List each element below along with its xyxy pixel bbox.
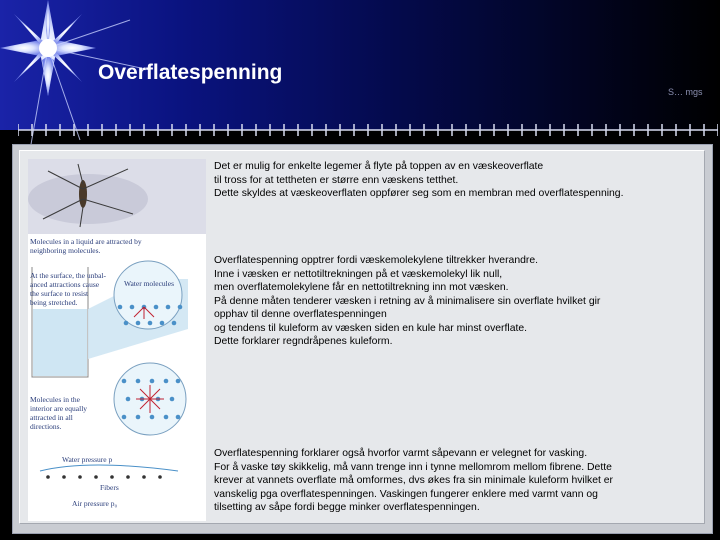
ruler-divider: [18, 123, 718, 137]
paragraph-attraction: Overflatespenning opptrer fordi væskemolekylene tiltrekker hverandre. Inne i væsken er nettotiltrekningen på et væskemolekyl lik null, men overflatemolekylene får en nettotiltrekning inn mot væsken. På denne måten tenderer væsken i retning av å minimalisere sin overflate hvilket gir opphav til denne overflatespenningen og tendens til kuleform av væsken siden en kule har minst overflate. Dette forklarer regndråpenes kuleform.: [214, 255, 601, 347]
slide-title: Overflatespenning: [98, 61, 283, 84]
figure-label-air-pressure: Air pressure p₀: [72, 499, 118, 508]
paragraph-washing: Overflatespenning forklarer også hvorfor varmt såpevann er velegnet for vasking. For å vaske tøy skikkelig, må vann trenge inn i tynne mellomrom mellom fibrene. Dette krever at vannets overflate må omformes, dvs økes fra sin minimale kuleform hvilket er vanskelig pga overflatespenningen. Vaskingen fungerer enklere med varmt vann og tilsetting av såpe fordi begge minker overflatespenningen.: [214, 448, 614, 513]
figure-label-water-pressure: Water pressure p: [62, 455, 113, 464]
surface-tension-figure: [28, 159, 206, 521]
figure-caption-surface: At the surface, the unbal- anced attractions cause the surface to resist being stretched.: [30, 271, 107, 307]
figure-illustration: [28, 159, 206, 521]
content-panel: [12, 144, 713, 534]
page-reference: S… mgs: [668, 87, 703, 97]
paragraph-flotation: Det er mulig for enkelte legemer å flyte på toppen av en væskeoverflate til tross for at tettheten er større enn væskens tetthet. Dette skyldes at væskeoverflaten oppfører seg som en membran med overflatespenning.: [214, 161, 624, 199]
figure-caption-interior: Molecules in the interior are equally attracted in all directions.: [30, 395, 88, 431]
figure-caption-top: Molecules in a liquid are attracted by neighboring molecules.: [30, 237, 142, 255]
content-inner: [19, 150, 705, 524]
figure-label-fibers: Fibers: [100, 483, 119, 492]
figure-label-water-molecules: Water molecules: [124, 279, 174, 288]
